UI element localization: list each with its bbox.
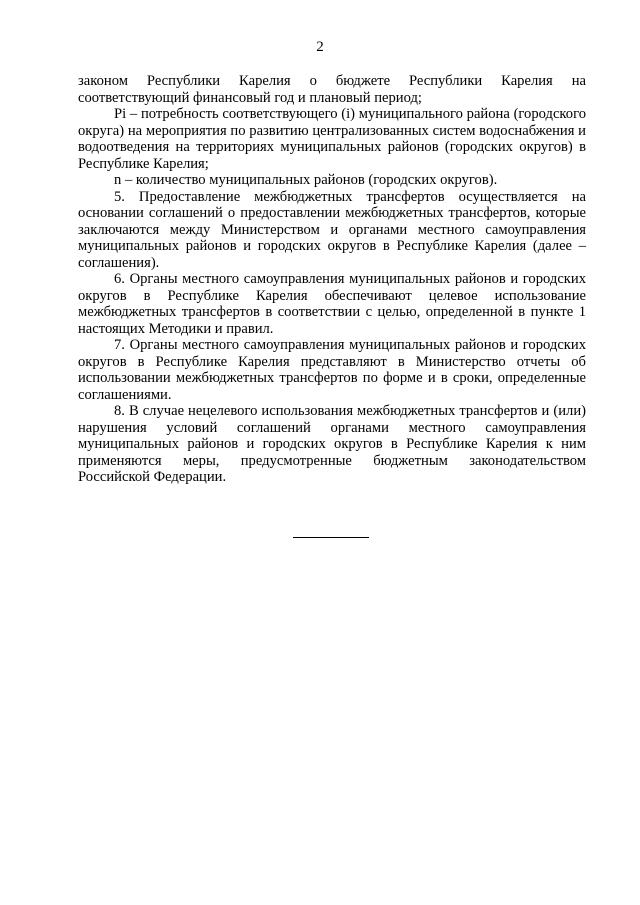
document-body [78, 73, 586, 486]
paragraph-continuation: законом Республики Карелия о бюджете Республики Карелия на соответствующий финансовый год и плановый период; [78, 73, 586, 106]
paragraph-item-7: 7. Органы местного самоуправления муниципальных районов и городских округов в Республике Карелия представляют в Министерство отчеты об использовании межбюджетных трансфертов по форме и в сроки, определенные соглашениями. [78, 337, 586, 403]
page-number: 2 [316, 39, 324, 55]
end-of-document-rule [293, 537, 369, 538]
paragraph-item-5: 5. Предоставление межбюджетных трансфертов осуществляется на основании соглашений о предоставлении межбюджетных трансфертов, которые заключаются между Министерством и органами местного самоуправления муниципальных районов и городских округов в Республике Карелия (далее – соглашения). [78, 188, 586, 271]
paragraph-n-definition: n – количество муниципальных районов (городских округов). [114, 172, 498, 188]
paragraph-item-6: 6. Органы местного самоуправления муниципальных районов и городских округов в Республике Карелия обеспечивают целевое использование межбюджетных трансфертов в соответствии с целью, определенной в пункте 1 настоящих Методики и правил. [78, 271, 586, 337]
paragraph-item-8: 8. В случае нецелевого использования межбюджетных трансфертов и (или) нарушения условий соглашений органами местного самоуправления муниципальных районов и городских округов в Республике Карелия к ним применяются меры, предусмотренные бюджетным законодательством Российской Федерации. [78, 403, 586, 485]
paragraph-pi-definition: Pi – потребность соответствующего (i) муниципального района (городского округа) на мероприятия по развитию централизованных систем водоснабжения и водоотведения на территориях муниципальных районов (городских округов) в Республике Карелия; [78, 106, 586, 172]
